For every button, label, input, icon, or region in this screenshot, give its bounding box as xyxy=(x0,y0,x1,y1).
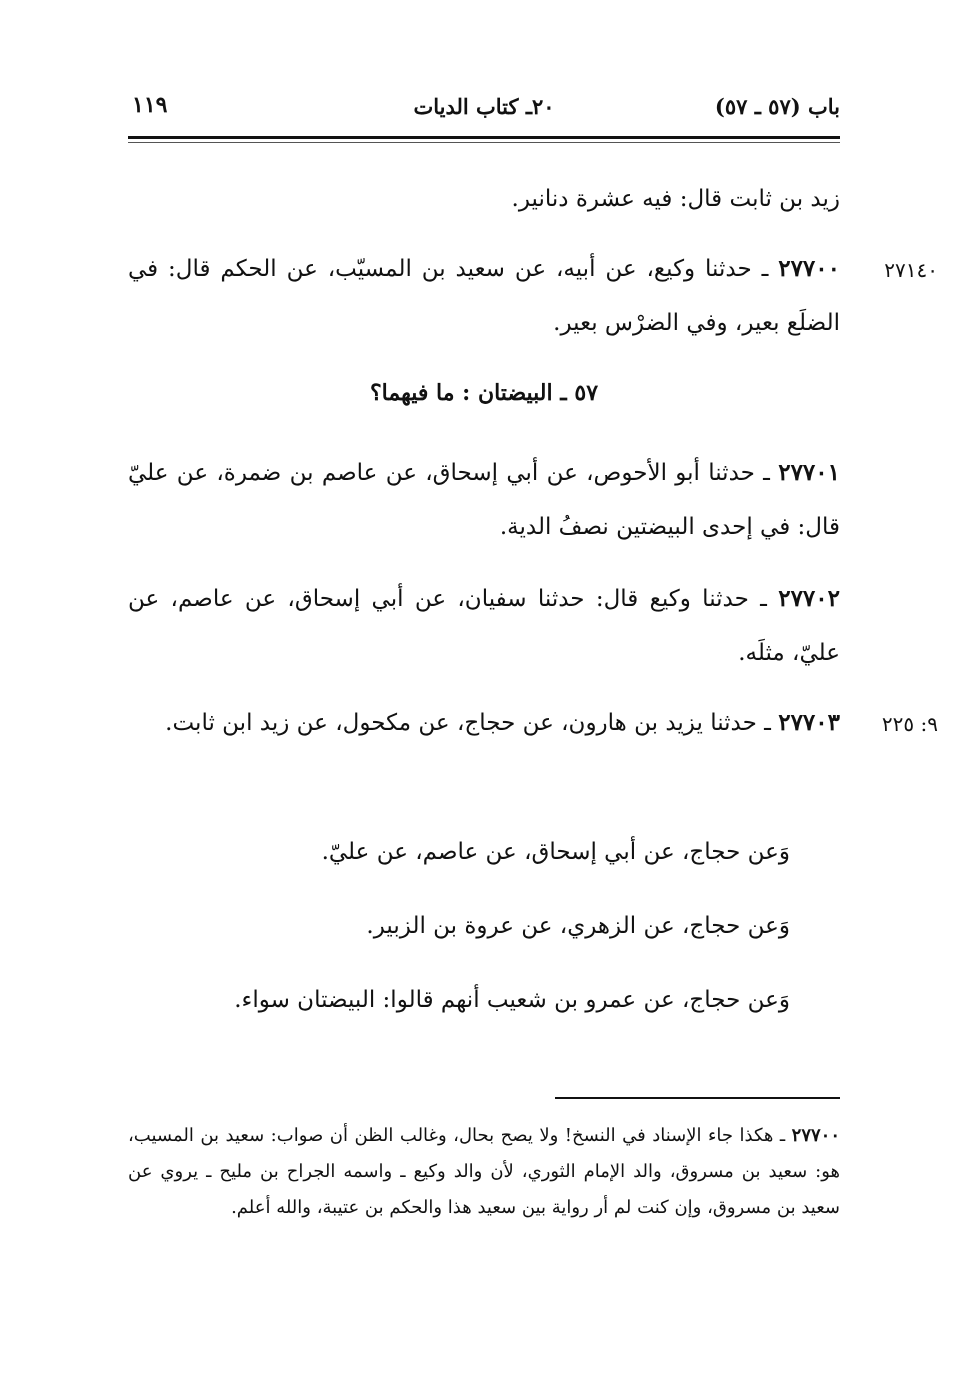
chain-line: وَعن حجاج، عن الزهري، عن عروة بن الزبير. xyxy=(366,913,790,939)
hadith-entry xyxy=(128,242,840,350)
hadith-text: ـ حدثنا وكيع، عن أبيه، عن سعيد بن المسيّب، عن الحكم قال: في الضلَع بعير، وفي الضرْس بعير. xyxy=(128,256,840,336)
margin-reference: ٩: ٢٢٥ xyxy=(881,712,938,736)
chain-line: وَعن حجاج، عن عمرو بن شعيب أنهم قالوا: البيضتان سواء. xyxy=(234,987,790,1013)
chapter-reference: باب (٥٧ ـ ٥٧) xyxy=(714,94,840,119)
hadith-entry xyxy=(128,446,840,554)
intro-line-text: زيد بن ثابت قال: فيه عشرة دنانير. xyxy=(511,186,840,212)
hadith-entry xyxy=(128,696,840,750)
footnote-separator xyxy=(555,1097,840,1099)
book-title: ٢٠ـ كتاب الديات xyxy=(413,94,555,119)
running-header xyxy=(128,90,840,130)
hadith-text: ـ حدثنا أبو الأحوص، عن أبي إسحاق، عن عاصم بن ضمرة، عن عليّ قال: في إحدى البيضتين نصفُ الدية. xyxy=(128,460,840,540)
hadith-text: ـ حدثنا وكيع قال: حدثنا سفيان، عن أبي إسحاق، عن عاصم، عن عليّ، مثلَه. xyxy=(128,586,840,666)
footnote-text: ـ هكذا جاء الإسناد في النسخ! ولا يصح بحال، وغالب الظن أن صواب: سعيد بن المسيب، هو: سعيد بن مسروق، والد الإمام الثوري، لأن والد وكيع ـ واسمه الجراح بن مليح ـ يروي عن سعيد بن مسروق، وإن كنت لم أر رواية بين سعيد هذا والحكم بن عتيبة، والله أعلم. xyxy=(128,1125,840,1218)
header-rule-thin xyxy=(128,142,840,143)
hadith-number: ٢٧٧٠٠ xyxy=(778,255,840,282)
chain-line: وَعن حجاج، عن أبي إسحاق، عن عاصم، عن عليّ. xyxy=(321,839,790,865)
hadith-number: ٢٧٧٠٢ xyxy=(778,585,840,612)
section-heading: ٥٧ ـ البيضتان : ما فيهما؟ xyxy=(369,380,599,406)
page-number: ١١٩ xyxy=(132,92,168,118)
intro-line xyxy=(128,172,840,226)
footnote xyxy=(128,1118,840,1226)
hadith-entry xyxy=(128,572,840,680)
hadith-text: ـ حدثنا يزيد بن هارون، عن حجاج، عن مكحول، عن زيد ابن ثابت. xyxy=(165,710,779,736)
hadith-number: ٢٧٧٠٣ xyxy=(778,709,840,736)
footnote-number: ٢٧٧٠٠ xyxy=(791,1125,840,1146)
hadith-number: ٢٧٧٠١ xyxy=(778,459,840,486)
margin-reference: ٢٧١٤٠ xyxy=(884,258,938,282)
header-rule xyxy=(128,136,840,139)
